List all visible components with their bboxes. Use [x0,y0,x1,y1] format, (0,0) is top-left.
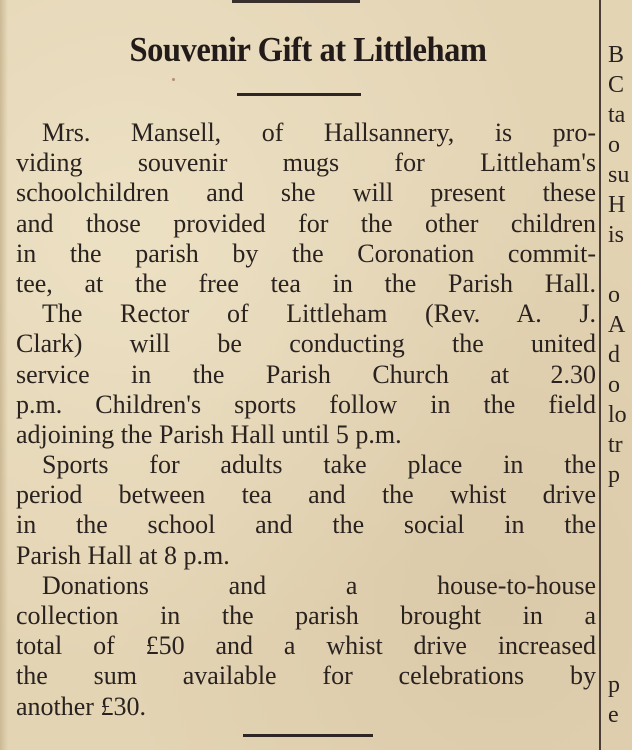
fragment-line: o [608,282,620,308]
fragment-line: tr [608,432,623,458]
fragment-line [608,490,632,520]
fragment-line: C [608,72,625,98]
article-line: in the parish by the Coronation commit- [16,238,596,268]
article-line: the sum available for celebrations by [16,661,596,691]
article-line: Clark) will be conducting the united [16,329,596,359]
fragment-line: lo [608,402,627,428]
fragment-line: p [608,462,620,488]
article-line: adjoining the Parish Hall until 5 p.m. [16,419,402,449]
fragment-line [608,520,632,550]
article-line: period between tea and the whist drive [16,480,596,510]
paper-speck [172,78,175,81]
article-headline: Souvenir Gift at Littleham [129,30,487,69]
article-line: schoolchildren and she will present these [16,178,596,208]
article-line: in the school and the social in the [16,510,596,540]
article-line: The Rector of Littleham (Rev. A. J. [42,299,596,329]
article-line: total of £50 and a whist drive increased [16,631,596,661]
fragment-line: d [608,342,620,368]
article-line: Donations and a house-to-house [42,570,596,600]
article-line: service in the Parish Church at 2.30 [16,359,596,389]
fragment-line [608,580,632,610]
bottom-divider-rule [243,734,373,737]
fragment-line [608,550,632,580]
column-divider-rule [599,0,601,750]
fragment-line: B [608,42,625,68]
article-line: p.m. Children's sports follow in the field [16,389,596,419]
paper-speck [183,318,186,321]
article-line: collection in the parish brought in a [16,601,596,630]
headline-rule [237,93,361,96]
fragment-line: is [608,222,625,248]
adjacent-column-fragment [608,40,632,730]
fragment-line: H [608,192,626,218]
fragment-line: p [608,672,620,698]
top-divider-rule [232,0,360,3]
article-line: another £30. [16,691,146,721]
fragment-line: su [608,162,630,188]
article-line: Mrs. Mansell, of Hallsannery, is pro- [42,118,596,147]
fragment-line: o [608,132,620,158]
article-line: Parish Hall at 8 p.m. [16,540,230,570]
fragment-line: A [608,312,626,338]
article-line: and those provided for the other children [16,208,596,238]
paper-edge-shadow [0,0,8,750]
fragment-line [608,250,632,280]
article-line: tee, at the free tea in the Parish Hall. [16,268,596,298]
article-line: Sports for adults take place in the [42,450,596,480]
fragment-line [608,640,632,670]
fragment-line: o [608,372,620,398]
fragment-line [608,610,632,640]
article-body [16,118,596,722]
fragment-line: e [608,702,619,728]
fragment-line: ta [608,102,626,128]
article-line: viding souvenir mugs for Littleham's [16,148,596,178]
